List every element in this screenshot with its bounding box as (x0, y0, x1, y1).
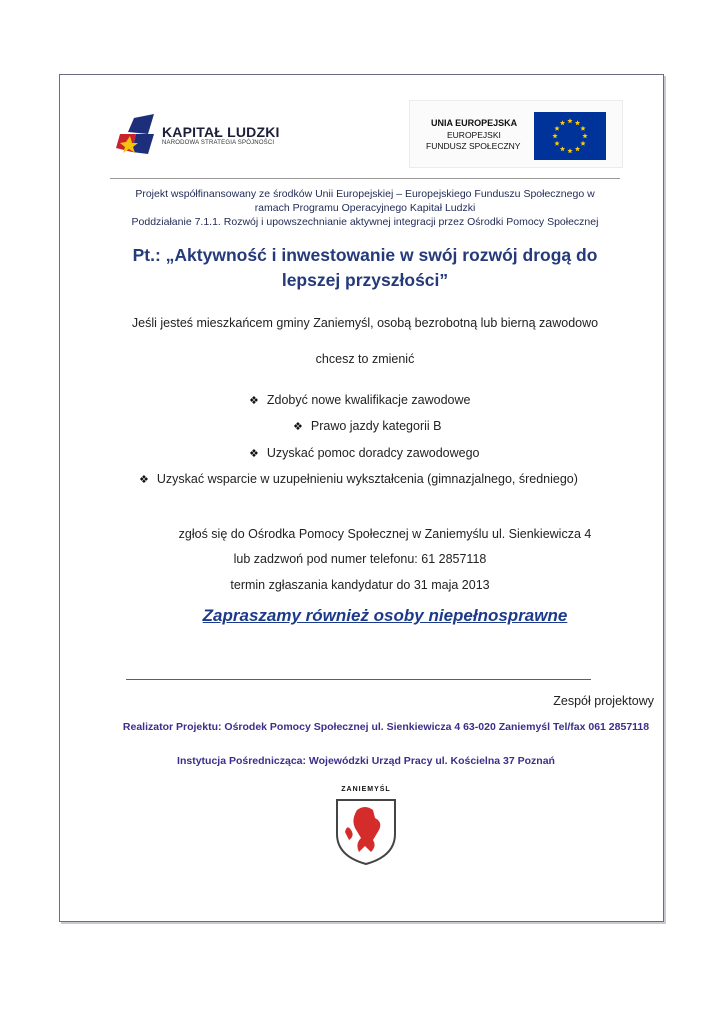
eu-subtitle-1: EUROPEJSKI (447, 130, 501, 140)
diamond-bullet-icon: ❖ (139, 474, 149, 486)
crest-town-name: ZANIEMYŚL (341, 786, 391, 793)
project-title-line-2: lepszej przyszłości” (281, 270, 449, 290)
bullet-text: Uzyskać pomoc doradcy zawodowego (266, 446, 480, 460)
project-title-line-1: Pt.: „Aktywność i inwestowanie w swój rozwój drogą do (132, 245, 598, 265)
contact-phone: lub zadzwoń pod numer telefonu: 61 2857118 (233, 552, 487, 566)
diamond-bullet-icon: ❖ (249, 448, 259, 460)
project-title (95, 243, 635, 293)
kapital-ludzki-title: KAPITAŁ LUDZKI (162, 124, 280, 140)
project-realizator: Realizator Projektu: Ośrodek Pomocy Społecznej ul. Sienkiewicza 4 63-020 Zaniemyśl Tel/fax 061 2857118 (122, 721, 650, 733)
invitation-heading: Zapraszamy również osoby niepełnosprawne (202, 606, 568, 625)
bullet-item (139, 472, 578, 486)
call-to-change-text: chcesz to zmienić (315, 352, 415, 366)
bullet-item (249, 446, 479, 460)
eu-title: UNIA EUROPEJSKA (431, 118, 518, 128)
bullet-item (249, 393, 470, 407)
funding-line-1: Projekt współfinansowany ze środków Unii Europejskiej – Europejskiego Funduszu Społecznego w (135, 188, 595, 200)
contact-deadline: termin zgłaszania kandydatur do 31 maja 2013 (230, 578, 490, 592)
team-signature: Zespół projektowy (553, 694, 654, 708)
eu-subtitle-2: FUNDUSZ SPOŁECZNY (426, 141, 521, 151)
diamond-bullet-icon: ❖ (293, 421, 303, 433)
bullet-text: Zdobyć nowe kwalifikacje zawodowe (266, 393, 471, 407)
logo-shape-blue (128, 114, 154, 134)
bullet-text: Prawo jazdy kategorii B (310, 419, 442, 433)
bullet-item (293, 419, 442, 433)
section-divider (126, 679, 591, 680)
funding-line-2: ramach Programu Operacyjnego Kapitał Ludzki (254, 202, 476, 214)
kapital-ludzki-subtitle: NARODOWA STRATEGIA SPÓJNOŚCI (162, 140, 275, 146)
zaniemysl-crest (333, 796, 399, 866)
funding-info (110, 187, 620, 229)
funding-line-3: Poddziałanie 7.1.1. Rozwój i upowszechnianie aktywnej integracji przez Ośrodki Pomocy Społecznej (131, 216, 599, 228)
bullet-text: Uzyskać wsparcie w uzupełnieniu wykształcenia (gimnazjalnego, średniego) (156, 472, 578, 486)
diamond-bullet-icon: ❖ (249, 395, 259, 407)
intermediary-institution: Instytucja Pośrednicząca: Wojewódzki Urząd Pracy ul. Kościelna 37 Poznań (177, 755, 555, 767)
contact-address: zgłoś się do Ośrodka Pomocy Społecznej w Zaniemyślu ul. Sienkiewicza 4 (178, 527, 592, 541)
header-divider (110, 178, 620, 179)
eu-flag (534, 112, 606, 160)
target-audience-text: Jeśli jesteś mieszkańcem gminy Zaniemyśl, osobą bezrobotną lub bierną zawodowo (131, 316, 599, 330)
